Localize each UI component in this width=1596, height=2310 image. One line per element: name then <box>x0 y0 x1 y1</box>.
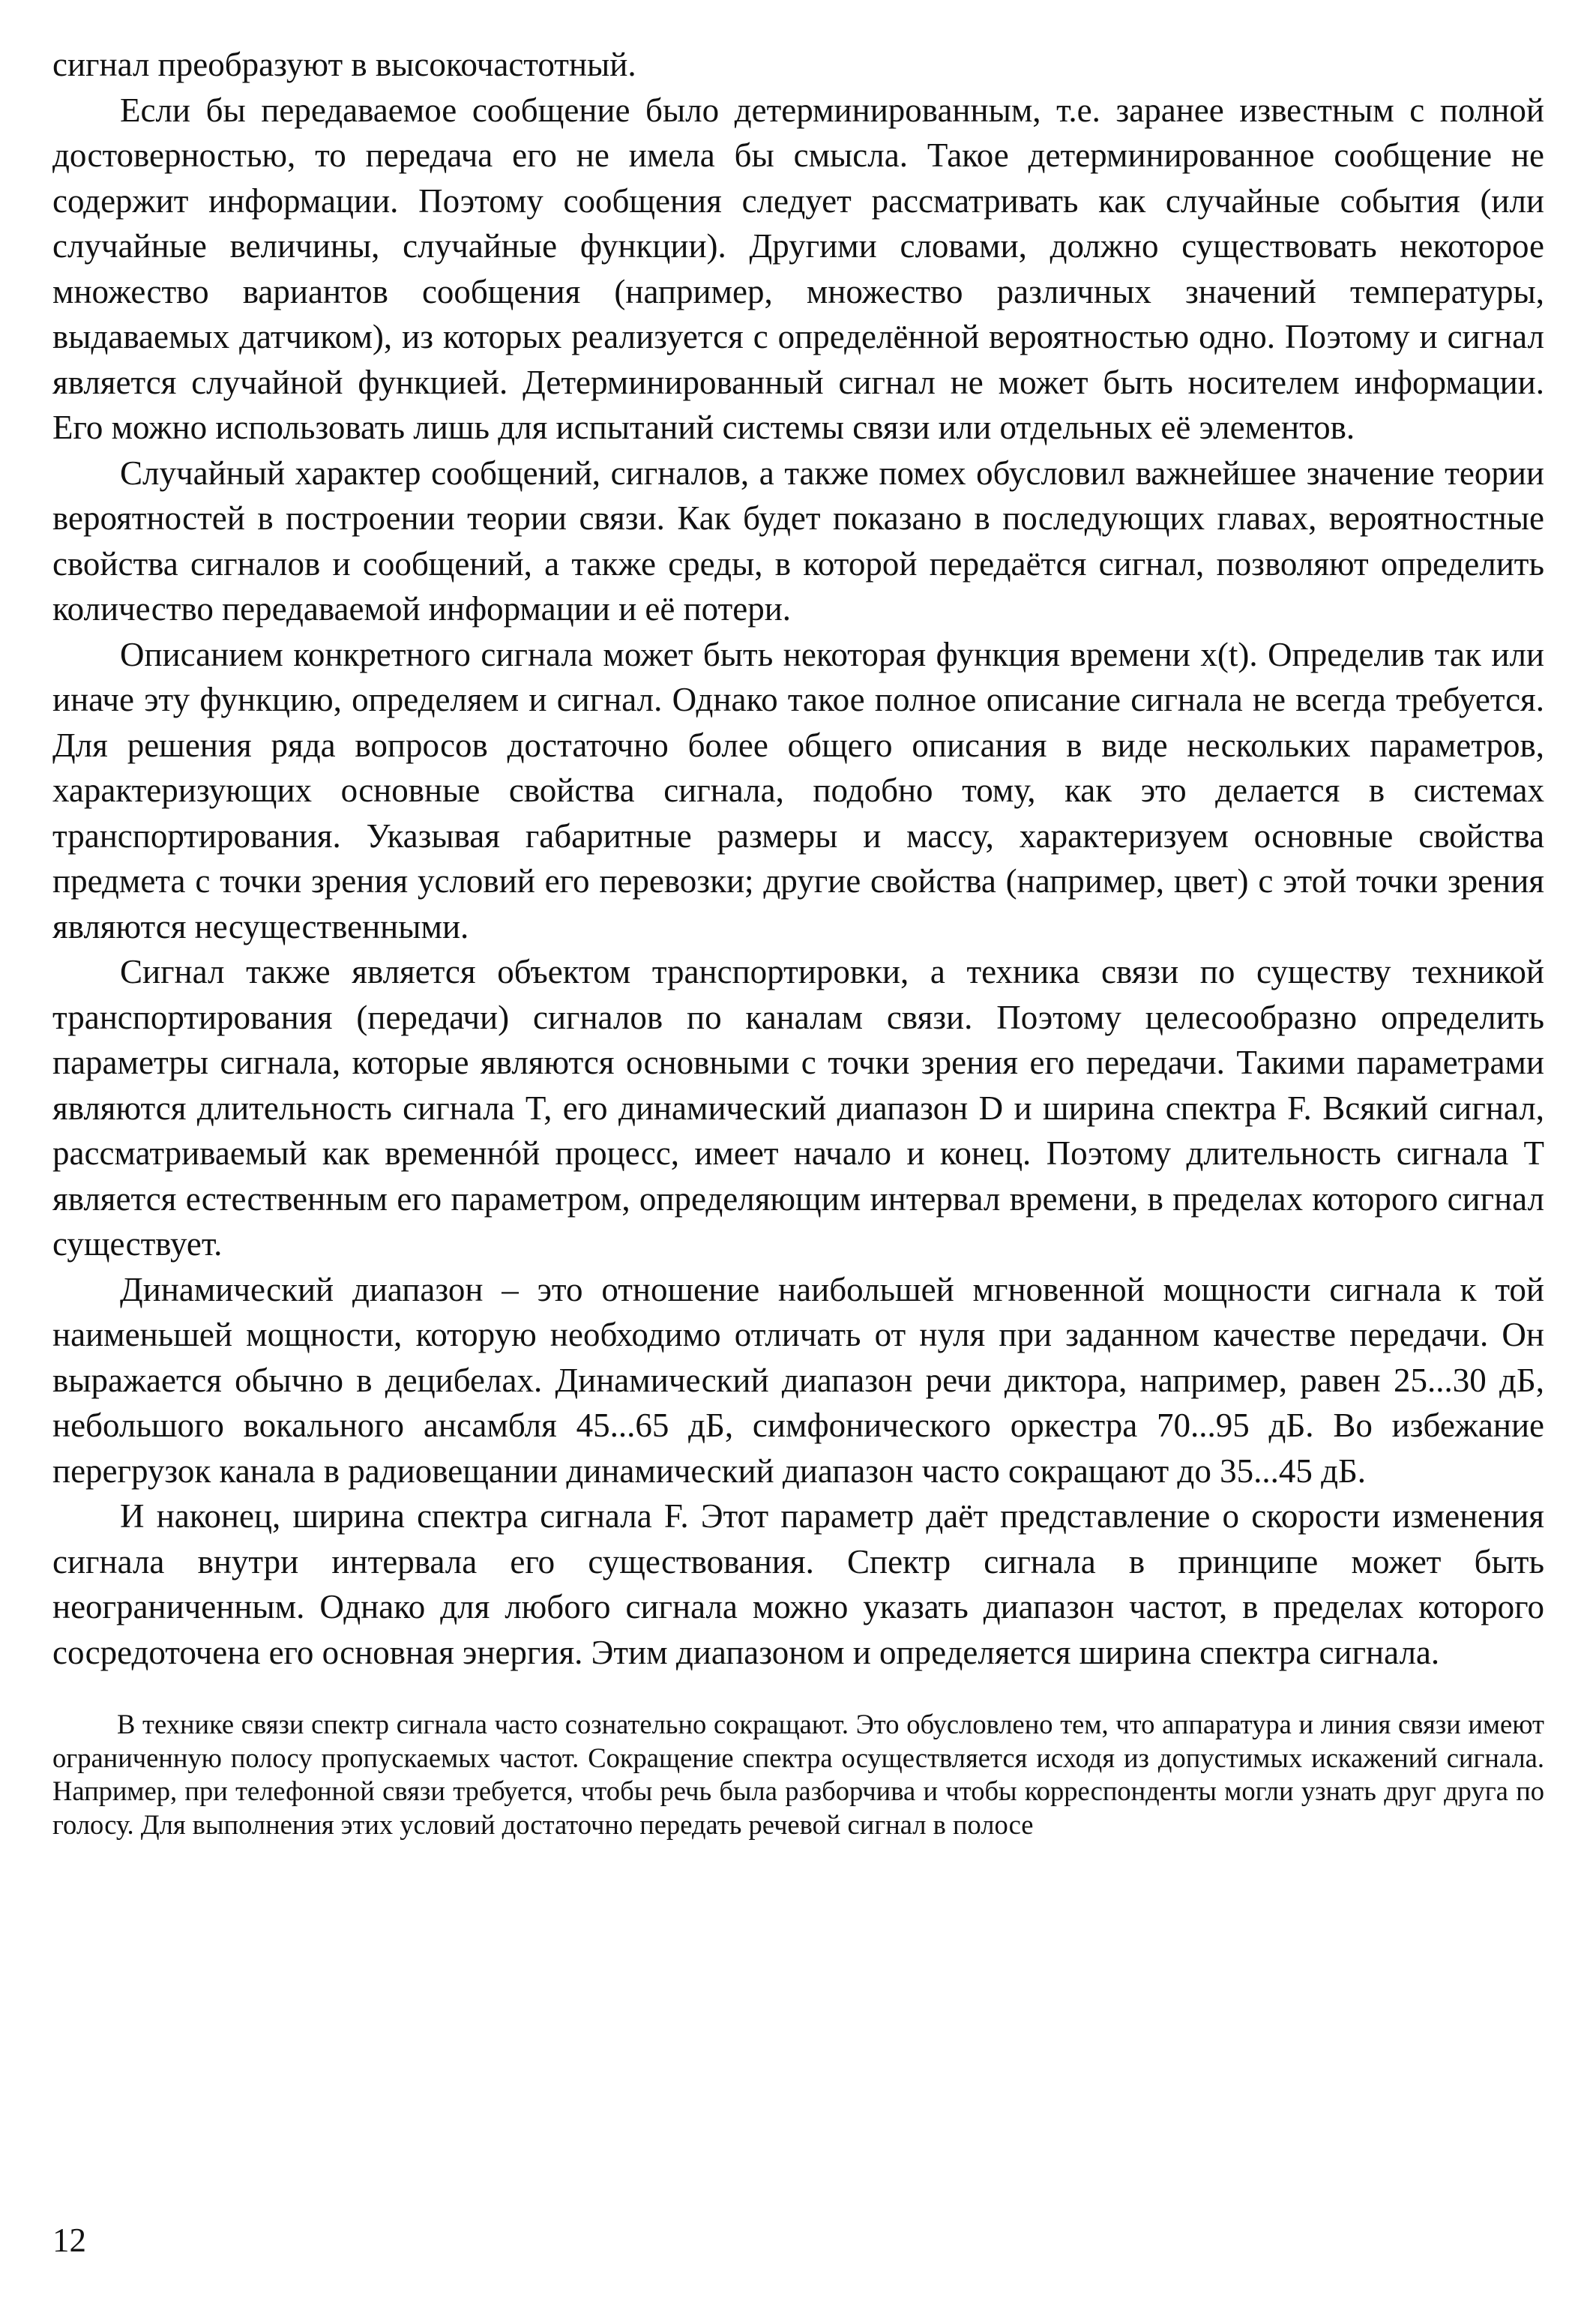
paragraph-5: Динамический диапазон – это отношение наибольшей мгновенной мощности сигнала к той наименьшей мощности, которую необходимо отличать от нуля при заданном качестве передачи. Он выражается обычно в децибелах. Динамический диапазон речи диктора, например, равен 25...30 дБ, небольшого вокального ансамбля 45...65 дБ, симфонического оркестра 70...95 дБ. Во избежание перегрузок канала в радиовещании динамический диапазон часто сокращают до 35...45 дБ. <box>52 1270 1544 1490</box>
paragraph-0: сигнал преобразуют в высокочастотный. <box>52 46 636 83</box>
paragraph-2: Случайный характер сообщений, сигналов, а также помех обусловил важнейшее значение теории вероятностей в построении теории связи. Как будет показано в последующих главах, вероятностные свойства сигналов и сообщений, а также среды, в которой передаётся сигнал, позволяют определить количество передаваемой информации и её потери. <box>52 454 1544 628</box>
paragraph-3: Описанием конкретного сигнала может быть некоторая функция времени x(t). Определив так или иначе эту функцию, определяем и сигнал. Однако такое полное описание сигнала не всегда требуется. Для решения ряда вопросов достаточно более общего описания в виде нескольких параметров, характеризующих основные свойства сигнала, подобно тому, как это делается в системах транспортирования. Указывая габаритные размеры и массу, характеризуем основные свойства предмета с точки зрения условий его перевозки; другие свойства (например, цвет) с этой точки зрения являются несущественными. <box>52 635 1544 945</box>
footnote-block <box>52 1708 1544 1841</box>
page-body <box>52 42 1544 1841</box>
paragraph-4: Сигнал также является объектом транспортировки, а техника связи по существу техникой транспортирования (передачи) сигналов по каналам связи. Поэтому целесообразно определить параметры сигнала, которые являются основными с точки зрения его передачи. Такими параметрами являются длительность сигнала T, его динамический диапазон D и ширина спектра F. Всякий сигнал, рассматриваемый как временнóй процесс, имеет начало и конец. Поэтому длительность сигнала T является естественным его параметром, определяющим интервал времени, в пределах которого сигнал существует. <box>52 953 1544 1263</box>
paragraph-1: Если бы передаваемое сообщение было детерминированным, т.е. заранее известным с полной достоверностью, то передача его не имела бы смысла. Такое детерминированное сообщение не содержит информации. Поэтому сообщения следует рассматривать как случайные события (или случайные величины, случайные функции). Другими словами, должно существовать некоторое множество вариантов сообщения (например, множество различных значений температуры, выдаваемых датчиком), из которых реализуется с определённой вероятностью одно. Поэтому и сигнал является случайной функцией. Детерминированный сигнал не может быть носителем информации. Его можно использовать лишь для испытаний системы связи или отдельных её элементов. <box>52 91 1544 446</box>
page-number: 12 <box>52 2222 86 2259</box>
footnote-text: В технике связи спектр сигнала часто сознательно сокращают. Это обусловлено тем, что аппаратура и линия связи имеют ограниченную полосу пропускаемых частот. Сокращение спектра осуществляется исходя из допустимых искажений сигнала. Например, при телефонной связи требуется, чтобы речь была разборчива и чтобы корреспонденты могли узнать друг друга по голосу. Для выполнения этих условий достаточно передать речевой сигнал в полосе <box>52 1709 1544 1840</box>
main-text <box>52 42 1544 1675</box>
paragraph-6: И наконец, ширина спектра сигнала F. Этот параметр даёт представление о скорости изменения сигнала внутри интервала его существования. Спектр сигнала в принципе может быть неограниченным. Однако для любого сигнала можно указать диапазон частот, в пределах которого сосредоточена его основная энергия. Этим диапазоном и определяется ширина спектра сигнала. <box>52 1497 1544 1671</box>
